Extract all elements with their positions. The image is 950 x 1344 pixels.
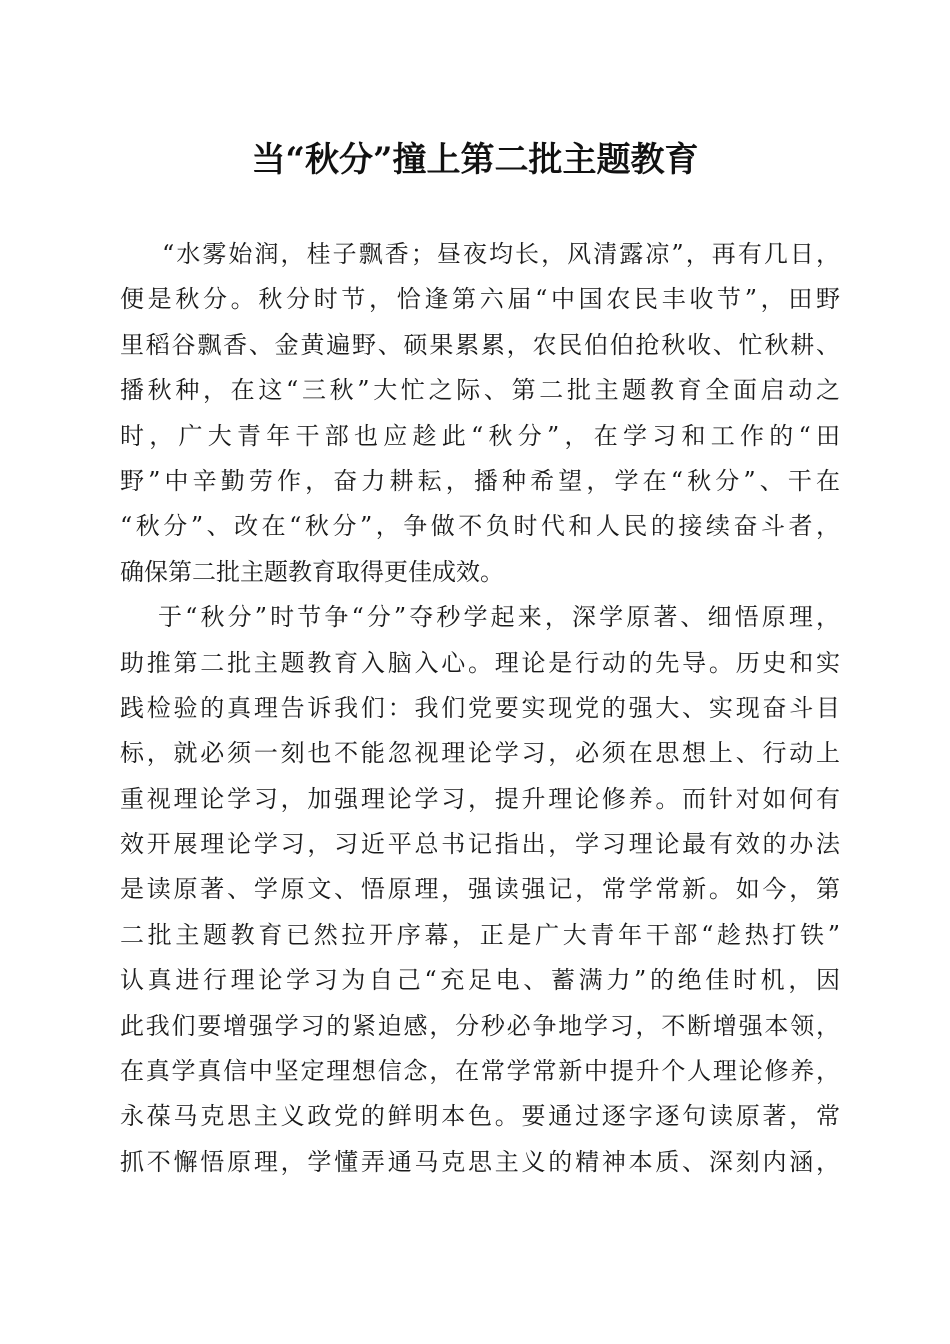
text-line: “水雾始润，桂子飘香；昼夜均长，风清露凉”，再有几日， — [162, 240, 840, 268]
text-line: 标，就必须一刻也不能忽视理论学习，必须在思想上、行动上 — [120, 739, 840, 768]
text-line: 便是秋分。秋分时节，恰逢第六届“中国农民丰收节”，田野 — [120, 285, 840, 314]
paragraph-2 — [120, 595, 840, 1185]
text-line: “秋分”、改在“秋分”，争做不负时代和人民的接续奋斗者， — [120, 512, 840, 541]
text-line: 野”中辛勤劳作，奋力耕耘，播种希望，学在“秋分”、干在 — [120, 466, 840, 495]
text-line: 践检验的真理告诉我们：我们党要实现党的强大、实现奋斗目 — [120, 693, 840, 722]
text-line: 此我们要增强学习的紧迫感，分秒必争地学习，不断增强本领， — [120, 1011, 840, 1040]
text-line: 确保第二批主题教育取得更佳成效。 — [120, 557, 504, 586]
text-line: 抓不懈悟原理，学懂弄通马克思主义的精神本质、深刻内涵， — [120, 1147, 840, 1176]
text-line: 在真学真信中坚定理想信念，在常学常新中提升个人理论修养， — [120, 1057, 840, 1086]
text-line: 是读原著、学原文、悟原理，强读强记，常学常新。如今，第 — [120, 875, 840, 904]
page-title: 当“秋分”撞上第二批主题教育 — [251, 140, 699, 180]
text-line: 于“秋分”时节争“分”夺秒学起来，深学原著、细悟原理， — [158, 603, 840, 632]
paragraph-1 — [120, 232, 840, 595]
text-line: 永葆马克思主义政党的鲜明本色。要通过逐字逐句读原著，常 — [120, 1102, 840, 1131]
text-line: 重视理论学习，加强理论学习，提升理论修养。而针对如何有 — [120, 784, 840, 813]
text-line: 里稻谷飘香、金黄遍野、硕果累累，农民伯伯抢秋收、忙秋耕、 — [120, 330, 840, 359]
text-line: 时，广大青年干部也应趁此“秋分”，在学习和工作的“田 — [120, 421, 840, 450]
text-line: 助推第二批主题教育入脑入心。理论是行动的先导。历史和实 — [120, 648, 840, 677]
text-line: 认真进行理论学习为自己“充足电、蓄满力”的绝佳时机，因 — [120, 966, 840, 995]
text-line: 播秋种，在这“三秋”大忙之际、第二批主题教育全面启动之 — [120, 376, 840, 405]
text-line: 二批主题教育已然拉开序幕，正是广大青年干部“趁热打铁” — [120, 920, 840, 949]
article-body — [120, 232, 840, 1185]
text-line: 效开展理论学习，习近平总书记指出，学习理论最有效的办法 — [120, 830, 840, 859]
